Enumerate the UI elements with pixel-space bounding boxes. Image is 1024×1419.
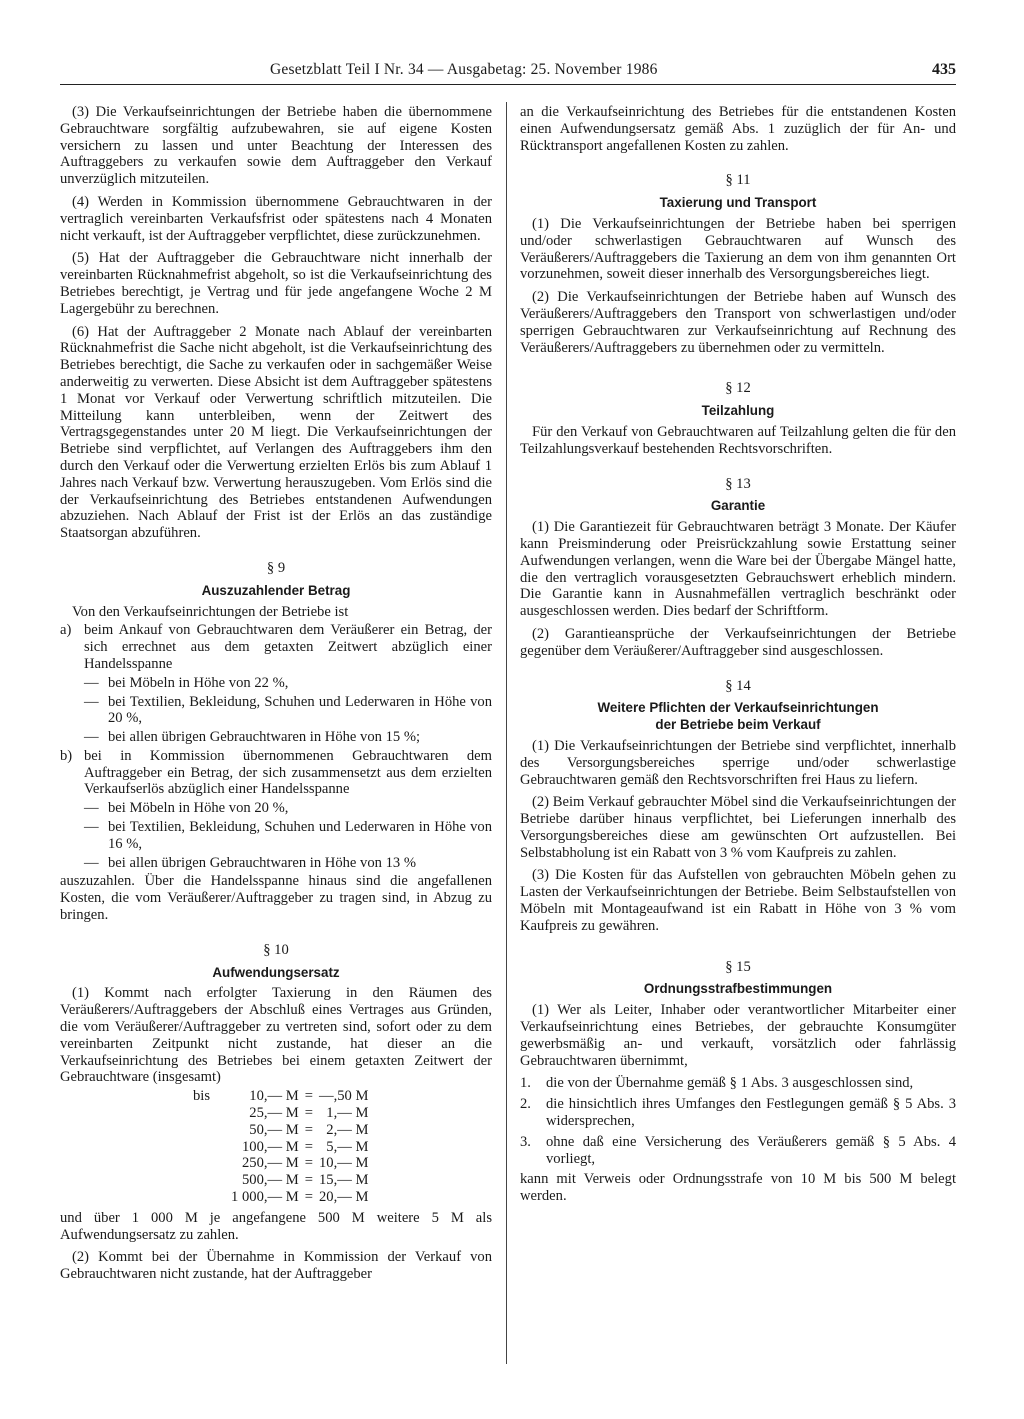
fee-row-value: 250,— M (241, 1155, 299, 1172)
fee-row-fee: 5,— M (326, 1138, 369, 1155)
fee-row-equals: = (304, 1121, 313, 1138)
right-column (520, 104, 956, 1211)
continuation-text: an die Verkaufseinrichtung des Betriebes für die entstandenen Kosten einen Aufwendungsersatz gemäß Abs. 1 zuzüglich der für An- und Rücktransport angefallenen Kosten zu zahlen. (520, 104, 956, 154)
paragraph-8-6: (6) Hat der Auftraggeber 2 Monate nach Ablauf der vereinbarten Rücknahmefrist die Sache nicht abgeholt, ist die Verkaufseinrichtung des Betriebes berechtigt, die Sache zu verkaufen oder in sachgemäßer Weise anderweitig zu verwerten. Diese Absicht ist dem Auftraggeber spätestens 1 Monat vor Verkauf oder Verwertung schriftlich mitzuteilen. Die Mitteilung kann unterbleiben, wenn der Zeitwert des Vertragsgegenstandes unter 20 M liegt. Die Verkaufseinrichtungen der Betriebe sind verpflichtet, auf Verlangen des Auftraggebers ihm den durch den Verkauf oder die Verwertung erzielten Erlös bis zum Ablauf 1 Jahres nach Verkauf bzw. Verwertung herauszugeben. Vom Erlös sind die der Verkaufseinrichtung des Betriebes entstandenen Aufwendungen abzuziehen. Nach Ablauf der Frist ist der Erlös an das zuständige Staatsorgan abzuführen. (60, 323, 492, 542)
fee-row-fee: 2,— M (326, 1121, 369, 1138)
section-15-title: Ordnungsstrafbestimmungen (643, 981, 833, 997)
left-column (60, 104, 492, 1289)
dash-text: bei allen übrigen Gebrauchtwaren in Höhe von 15 %; (108, 729, 421, 746)
fee-row-fee: 20,— M (318, 1189, 369, 1206)
fee-row-equals: = (304, 1189, 313, 1206)
fee-row-value: 500,— M (241, 1172, 299, 1189)
fee-row-fee: 1,— M (326, 1105, 369, 1122)
section-13-para-1: (1) Die Garantiezeit für Gebrauchtwaren beträgt 3 Monate. Der Käufer kann Preisminderung oder Preisrückzahlung sowie Erstattung seiner Aufwendungen verlangen, wenn die Ware bei der Übergabe Mängel hatte, die den vertraglich vorausgesetzten Gebrauchswert erheblich mindern. Die Garantie kann in Ausnahmefällen vertraglich beschränkt oder ausgeschlossen werden. Dies bedarf der Schriftform. (520, 519, 956, 620)
fee-row-fee: 10,— M (318, 1155, 369, 1172)
paragraph-8-5: (5) Hat der Auftraggeber die Gebrauchtware nicht innerhalb der vereinbarten Rücknahmefrist abgeholt, so ist die Verkaufseinrichtung des Betriebes berechtigt, je Vertrag und für jede angefangene Woche 2 M Lagergebühr zu berechnen. (60, 250, 492, 317)
section-12-number: § 12 (725, 380, 751, 397)
dash-text: bei Möbeln in Höhe von 20 %, (108, 800, 289, 817)
item-text: die hinsichtlich ihres Umfanges den Festlegungen gemäß § 5 Abs. 3 widersprechen, (546, 1096, 956, 1130)
fee-row-value: 25,— M (249, 1105, 299, 1122)
fee-row (190, 1122, 371, 1139)
fee-row-equals: = (304, 1172, 313, 1189)
paragraph-8-4: (4) Werden in Kommission übernommene Gebrauchtwaren in der vertraglich vereinbarten Verkaufsfrist oder spätestens nach 4 Monaten nicht verkauft, ist der Auftraggeber verpflichtet, diese zurückzunehmen. (60, 193, 492, 244)
fee-row (190, 1105, 371, 1122)
dash-text: bei Möbeln in Höhe von 22 %, (108, 674, 289, 691)
section-15-para-1: (1) Wer als Leiter, Inhaber oder verantwortlicher Mitarbeiter einer Verkaufseinrichtung eines Betriebes, der gebrauchte Konsumgüter gewerbsmäßig an- und verkauft, vorsätzlich oder fahrlässig Gebrauchtwaren übernimmt, (520, 1002, 956, 1069)
fee-row (190, 1088, 371, 1105)
section-11-para-1: (1) Die Verkaufseinrichtungen der Betriebe haben bei sperrigen und/oder schwerlastigen Gebrauchtwaren auf Wunsch des Veräußerers/Auftraggebers die Taxierung an dem von ihm genannten Ort vorzunehmen, soweit dieser innerhalb des Versorgungsbereiches liegt. (520, 215, 956, 283)
fee-row-prefix: bis (193, 1088, 211, 1105)
fee-table (190, 1088, 371, 1206)
dash-item: — bei Textilien, Bekleidung, Schuhen und Lederwaren in Höhe von 20 %, (84, 693, 492, 727)
dash-item: — bei Möbeln in Höhe von 22 %, (84, 675, 492, 692)
item-number: 3. (520, 1133, 531, 1150)
fee-row (190, 1155, 371, 1172)
section-13-title: Garantie (710, 498, 766, 514)
fee-row-value: 1 000,— M (231, 1189, 299, 1206)
section-15-penalty: kann mit Verweis oder Ordnungsstrafe von 10 M bis 500 M belegt werden. (520, 1171, 956, 1205)
section-14-title-line-1: Weitere Pflichten der Verkaufseinrichtungen (597, 700, 879, 716)
fee-row-value: 50,— M (249, 1121, 299, 1138)
section-14-para-2: (2) Beim Verkauf gebrauchter Möbel sind die Verkaufseinrichtungen der Betriebe darüber hinaus verpflichtet, bei Lieferungen innerhalb des Versorgungsbereiches diese am gewünschten Ort aufzustellen. Bei Selbstabholung ist ein Rabatt von 3 % vom Kaufpreis zu zahlen. (520, 794, 956, 861)
section-9-number: § 9 (266, 559, 286, 576)
fee-row-equals: = (304, 1155, 313, 1172)
numbered-item (520, 1075, 956, 1092)
section-10-para-2: (2) Kommt bei der Übernahme in Kommission der Verkauf von Gebrauchtwaren nicht zustande, hat der Auftraggeber (60, 1249, 492, 1283)
dash-item: — bei Möbeln in Höhe von 20 %, (84, 800, 492, 817)
section-14-title-line-2: der Betriebe beim Verkauf (655, 717, 821, 733)
section-12-para-1: Für den Verkauf von Gebrauchtwaren auf Teilzahlung gelten die für den Teilzahlungsverkauf bestehenden Rechtsvorschriften. (520, 423, 956, 457)
header-title: Gesetzblatt Teil I Nr. 34 — Ausgabetag: 25. November 1986 (270, 61, 658, 78)
section-13-para-2: (2) Garantieansprüche der Verkaufseinrichtungen der Betriebe gegenüber dem Veräußerer/Auftraggeber sind ausgeschlossen. (520, 625, 956, 659)
section-12-title: Teilzahlung (701, 403, 775, 419)
section-10-para-1: (1) Kommt nach erfolgter Taxierung in den Räumen des Veräußerers/Auftraggebers der Abschluß eines Vertrages aus Gründen, die vom Veräußerer/Auftraggeber zu vertreten sind, sofort oder zu dem vereinbarten Zeitpunkt nicht zustande, hat dieser an die Verkaufseinrichtung des Betriebes bei einem getaxten Zeitwert der Gebrauchtware (insgesamt) (60, 985, 492, 1086)
page-header (60, 62, 956, 85)
item-label: a) (60, 622, 72, 639)
section-9-outro: auszuzahlen. Über die Handelsspanne hinaus sind die angefallenen Kosten, die vom Veräußerer/Auftraggeber zu tragen sind, in Abzug zu bringen. (60, 873, 492, 924)
item-text: bei in Kommission übernommenen Gebrauchtwaren dem Auftraggeber ein Betrag, der sich zusammensetzt aus dem erzielten Verkaufserlös abzüglich einer Handelsspanne (84, 747, 492, 798)
section-14-number: § 14 (725, 677, 751, 694)
dash-text: bei Textilien, Bekleidung, Schuhen und Lederwaren in Höhe von 16 %, (108, 819, 492, 852)
item-label: b) (60, 747, 73, 764)
fee-row (190, 1189, 371, 1206)
section-11-number: § 11 (725, 172, 751, 189)
section-9-item-b (60, 748, 492, 798)
numbered-item (520, 1134, 956, 1168)
dash-text: bei allen übrigen Gebrauchtwaren in Höhe von 13 % (108, 854, 416, 871)
fee-row-prefix (190, 1122, 228, 1139)
section-9-title: Auszuzahlender Betrag (201, 582, 351, 598)
column-divider (506, 102, 507, 1364)
section-9-item-a (60, 622, 492, 672)
section-13-number: § 13 (725, 475, 751, 492)
fee-row-equals: = (304, 1105, 313, 1122)
item-number: 1. (520, 1075, 531, 1092)
item-number: 2. (520, 1096, 531, 1113)
item-text: die von der Übernahme gemäß § 1 Abs. 3 ausgeschlossen sind, (546, 1075, 914, 1092)
section-11-title: Taxierung und Transport (659, 195, 817, 211)
dash-item: — bei allen übrigen Gebrauchtwaren in Höhe von 13 % (84, 855, 492, 872)
page-number: 435 (932, 61, 956, 78)
fee-row-fee: 15,— M (318, 1172, 369, 1189)
fee-row-value: 10,— M (249, 1088, 299, 1105)
fee-row-equals: = (304, 1088, 313, 1105)
section-14-para-3: (3) Die Kosten für das Aufstellen von gebrauchten Möbeln gehen zu Lasten der Verkaufseinrichtungen der Betriebe. Beim Selbstaufstellen von Möbeln mit Montageaufwand ist ein Rabatt in Höhe von 3 % vom Kaufpreis zu gewähren. (520, 867, 956, 934)
section-15-number: § 15 (725, 958, 751, 975)
section-10-after-table: und über 1 000 M je angefangene 500 M weitere 5 M als Aufwendungsersatz zu zahlen. (60, 1209, 492, 1243)
fee-row-prefix (190, 1139, 228, 1156)
fee-row-prefix (190, 1105, 228, 1122)
fee-row (190, 1172, 371, 1189)
section-11-para-2: (2) Die Verkaufseinrichtungen der Betriebe haben auf Wunsch des Veräußerers/Auftraggebers den Transport von schwerlastigen und/oder sperrigen Gebrauchtwaren zur Verkaufseinrichtung auf Rechnung des Veräußerers/Auftraggebers zu übernehmen oder zu vermitteln. (520, 289, 956, 356)
dash-item: — bei Textilien, Bekleidung, Schuhen und Lederwaren in Höhe von 16 %, (84, 819, 492, 852)
paragraph-8-3: (3) Die Verkaufseinrichtungen der Betriebe haben die übernommene Gebrauchtware sorgfältig aufzubewahren, sie auf eigene Kosten versichern zu lassen und unter Beachtung der Interessen des Auftraggebers zu verkaufen sowie dem Auftraggeber den Verkauf unverzüglich mitzuteilen. (60, 104, 492, 188)
section-10-number: § 10 (263, 941, 289, 958)
dash-text: bei Textilien, Bekleidung, Schuhen und Lederwaren in Höhe von 20 %, (108, 693, 492, 727)
fee-row-prefix (190, 1155, 228, 1172)
fee-row-prefix (190, 1189, 228, 1206)
fee-row-fee: —,50 M (318, 1088, 369, 1105)
section-9-intro: Von den Verkaufseinrichtungen der Betriebe ist (72, 603, 349, 620)
fee-row (190, 1139, 371, 1156)
item-text: ohne daß eine Versicherung des Veräußerers gemäß § 5 Abs. 4 vorliegt, (546, 1133, 956, 1167)
section-10-title: Aufwendungsersatz (212, 964, 340, 980)
numbered-item (520, 1096, 956, 1130)
fee-row-prefix (190, 1172, 228, 1189)
section-14-para-1: (1) Die Verkaufseinrichtungen der Betriebe sind verpflichtet, innerhalb des Versorgungsbereiches sperrige und/oder schwerlastige Gebrauchtwaren gemäß den Rechtsvorschriften frei Haus zu liefern. (520, 737, 956, 788)
item-text: beim Ankauf von Gebrauchtwaren dem Veräußerer ein Betrag, der sich errechnet aus dem getaxten Zeitwert abzüglich einer Handelsspanne (84, 622, 492, 672)
fee-row-equals: = (304, 1138, 313, 1155)
dash-item: — bei allen übrigen Gebrauchtwaren in Höhe von 15 %; (84, 729, 492, 746)
fee-row-value: 100,— M (241, 1138, 299, 1155)
